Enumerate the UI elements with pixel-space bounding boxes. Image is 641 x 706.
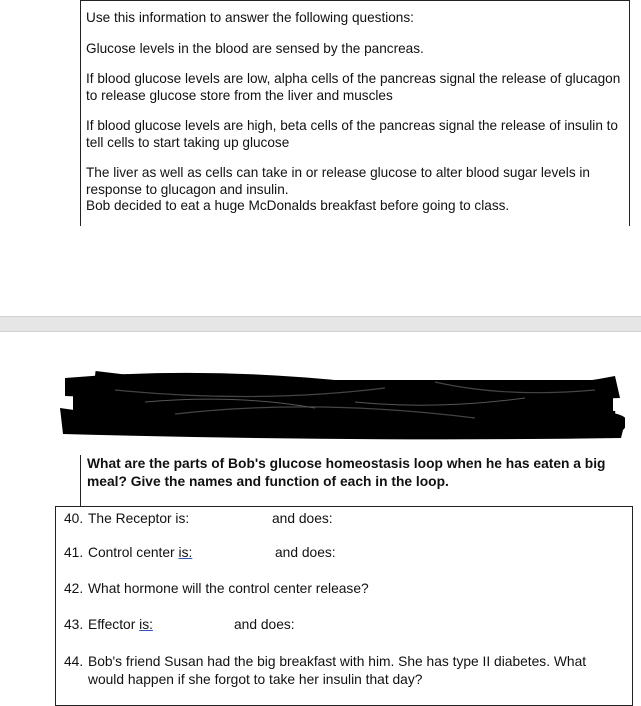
question-41: [64, 545, 192, 560]
question-41-label: Control center: [88, 545, 179, 560]
info-liver: The liver as well as cells can take in or release glucose to alter blood sugar levels in response to glucagon and insulin.: [86, 165, 590, 197]
question-40: [64, 511, 189, 526]
info-box: [80, 0, 630, 226]
question-40-label: The Receptor is:: [88, 511, 190, 526]
question-43: [64, 617, 153, 632]
info-intro: Use this information to answer the following questions:: [86, 10, 414, 25]
question-41-and-does: and does:: [275, 545, 336, 560]
question-44-number: 44.: [64, 654, 84, 669]
question-43-is: is:: [139, 617, 153, 632]
info-low-glucose: If blood glucose levels are low, alpha cells of the pancreas signal the release of glucagon to release glucose store from the liver and muscles: [86, 71, 621, 103]
question-43-number: 43.: [64, 617, 84, 632]
question-43-label: Effector: [88, 617, 140, 632]
redaction-scribble: [55, 368, 625, 440]
page-divider: [0, 316, 641, 332]
question-header: What are the parts of Bob's glucose homeostasis loop when he has eaten a big meal? Give the names and function of each in the loop.: [80, 455, 635, 507]
info-sensing: Glucose levels in the blood are sensed by the pancreas.: [86, 40, 424, 56]
question-40-and-does: and does:: [272, 511, 333, 526]
info-high-glucose: If blood glucose levels are high, beta cells of the pancreas signal the release of insulin to tell cells to start taking up glucose: [86, 118, 618, 150]
question-41-number: 41.: [64, 545, 84, 560]
answer-table: [55, 506, 633, 706]
question-40-number: 40.: [64, 511, 84, 526]
question-41-is: is:: [178, 545, 193, 560]
question-43-and-does: and does:: [234, 617, 295, 632]
question-42: [64, 581, 369, 596]
question-42-label: What hormone will the control center release?: [88, 581, 369, 596]
question-44-label: Bob's friend Susan had the big breakfast with him. She has type II diabetes. What would happen if she forgot to take her insulin that day?: [88, 654, 587, 687]
question-44: [64, 653, 624, 688]
question-42-number: 42.: [64, 581, 84, 596]
info-bob: Bob decided to eat a huge McDonalds breakfast before going to class.: [86, 198, 510, 213]
